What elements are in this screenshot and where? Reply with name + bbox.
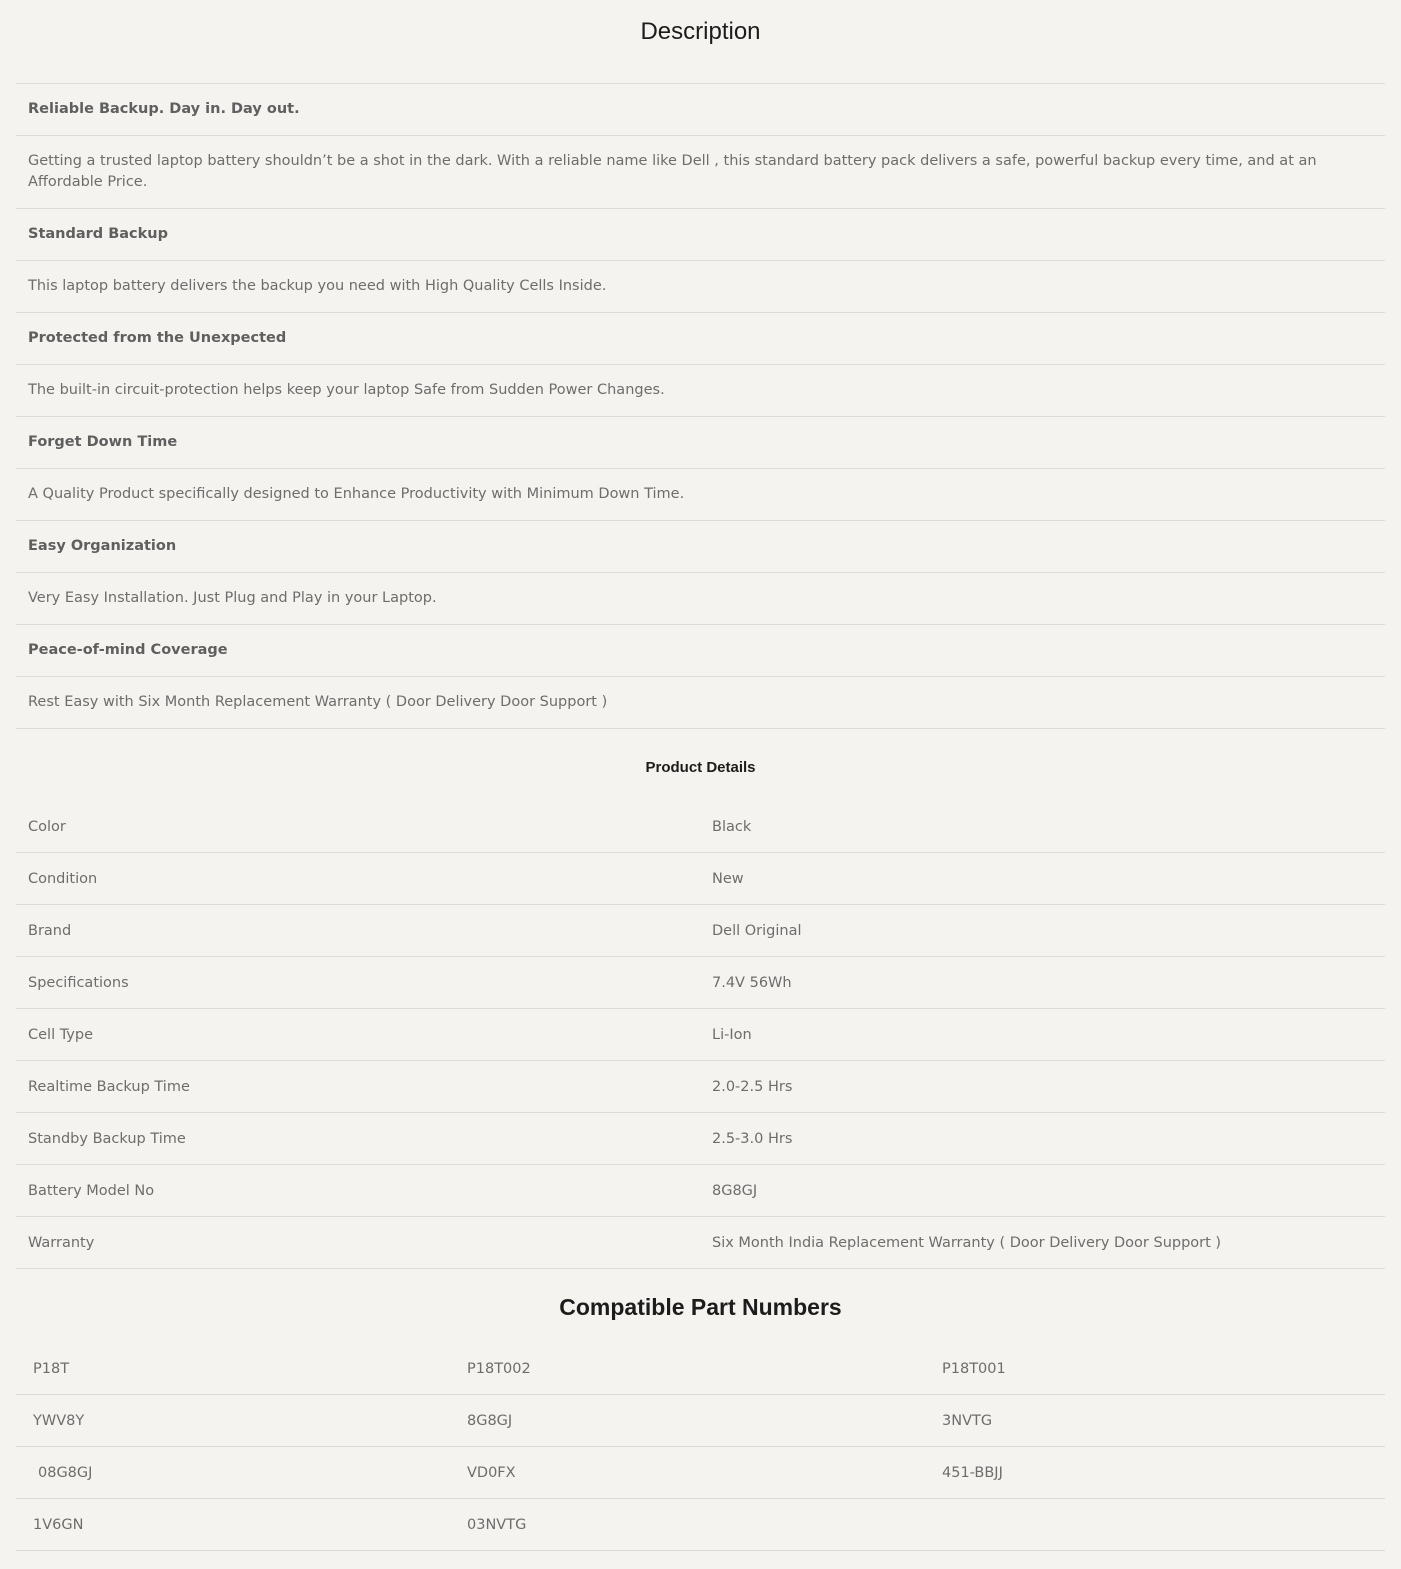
- details-value: 8G8GJ: [712, 1182, 758, 1199]
- details-label: Battery Model No: [28, 1182, 155, 1199]
- part-number: P18T002: [467, 1360, 531, 1377]
- details-row: [16, 1009, 1385, 1061]
- compatible-parts-table: [16, 1343, 1385, 1551]
- parts-row: [16, 1343, 1385, 1395]
- compatible-parts-heading: Compatible Part Numbers: [559, 1294, 842, 1320]
- description-row: Protected from the Unexpected: [16, 313, 1385, 365]
- parts-row: [16, 1447, 1385, 1499]
- product-details-table: [16, 801, 1385, 1269]
- details-value: 2.5-3.0 Hrs: [712, 1130, 793, 1147]
- details-value: Six Month India Replacement Warranty ( Door Delivery Door Support ): [712, 1234, 1222, 1251]
- part-number: 3NVTG: [942, 1412, 993, 1429]
- description-row: Rest Easy with Six Month Replacement Warranty ( Door Delivery Door Support ): [16, 677, 1385, 729]
- details-label: Cell Type: [28, 1026, 94, 1043]
- part-number: 03NVTG: [467, 1516, 527, 1533]
- description-row: Peace-of-mind Coverage: [16, 625, 1385, 677]
- description-row: A Quality Product specifically designed to Enhance Productivity with Minimum Down Time.: [16, 469, 1385, 521]
- part-number: 08G8GJ: [38, 1464, 93, 1481]
- details-value: New: [712, 870, 744, 887]
- details-label: Color: [28, 818, 66, 835]
- details-value: 7.4V 56Wh: [712, 974, 792, 991]
- details-label: Specifications: [28, 974, 129, 991]
- details-row: [16, 853, 1385, 905]
- description-row: Getting a trusted laptop battery shouldn’t be a shot in the dark. With a reliable name like Dell , this standard battery pack delivers a safe, powerful backup every time, and at an Affordable Price.: [16, 136, 1385, 209]
- description-row: The built-in circuit-protection helps keep your laptop Safe from Sudden Power Changes.: [16, 365, 1385, 417]
- parts-row: [16, 1395, 1385, 1447]
- details-value: Dell Original: [712, 922, 802, 939]
- part-number: YWV8Y: [33, 1412, 85, 1429]
- details-label: Warranty: [28, 1234, 95, 1251]
- part-number: P18T: [33, 1360, 70, 1377]
- description-row: Very Easy Installation. Just Plug and Play in your Laptop.: [16, 573, 1385, 625]
- part-number: 1V6GN: [33, 1516, 84, 1533]
- description-row: This laptop battery delivers the backup you need with High Quality Cells Inside.: [16, 261, 1385, 313]
- parts-row: [16, 1499, 1385, 1551]
- details-value: 2.0-2.5 Hrs: [712, 1078, 793, 1095]
- description-row: Reliable Backup. Day in. Day out.: [16, 84, 1385, 136]
- details-row: [16, 1061, 1385, 1113]
- description-table: [16, 83, 1385, 729]
- details-label: Standby Backup Time: [28, 1130, 186, 1147]
- description-row: Forget Down Time: [16, 417, 1385, 469]
- details-label: Condition: [28, 870, 98, 887]
- part-number: 8G8GJ: [467, 1412, 513, 1429]
- part-number: P18T001: [942, 1360, 1006, 1377]
- part-number: 451-BBJJ: [942, 1464, 1003, 1481]
- details-value: Li-Ion: [712, 1026, 752, 1043]
- details-label: Brand: [28, 922, 72, 939]
- details-row: [16, 1217, 1385, 1269]
- details-row: [16, 957, 1385, 1009]
- details-row: [16, 905, 1385, 957]
- details-row: [16, 1113, 1385, 1165]
- description-heading: Description: [640, 18, 761, 45]
- description-row: Easy Organization: [16, 521, 1385, 573]
- part-number: VD0FX: [467, 1464, 516, 1481]
- details-value: Black: [712, 818, 752, 835]
- details-label: Realtime Backup Time: [28, 1078, 190, 1095]
- product-details-heading: Product Details: [645, 759, 756, 776]
- details-row: [16, 1165, 1385, 1217]
- description-row: Standard Backup: [16, 209, 1385, 261]
- details-row: [16, 801, 1385, 853]
